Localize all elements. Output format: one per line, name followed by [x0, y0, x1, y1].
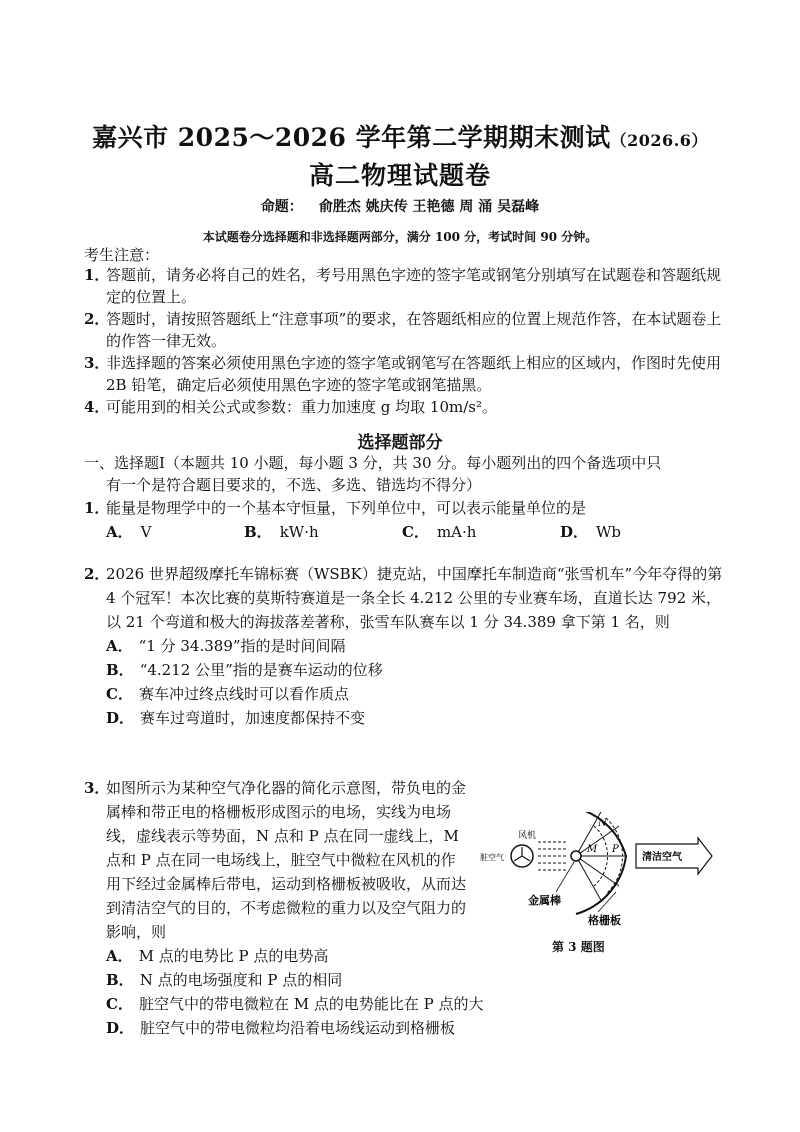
- question-1: [84, 496, 724, 544]
- notice-item-text: 非选择题的答案必须使用黑色字迹的签字笔或钢笔写在答题纸上相应的区域内，作图时先使用 2B 铅笔，确定后必须使用黑色字迹的签字笔或钢笔描黑。: [106, 354, 722, 394]
- option-a: A． M 点的电势比 P 点的电势高: [106, 947, 329, 965]
- authors-line: [0, 196, 800, 216]
- option-c: C． mA·h: [402, 523, 477, 541]
- notice-list: [84, 264, 724, 418]
- option-b: B． N 点的电场强度和 P 点的相同: [106, 971, 343, 989]
- question-text: 如图所示为某种空气净化器的简化示意图，带负电的金属棒和带正电的格栅板形成图示的电场，实线为电场线，虚线表示等势面，N 点和 P 点在同一虚线上，M 点和 P 点在同一电场线上，脏空气中微粒在风机的作用下经过金属棒后带电，运动到格栅板被吸收，从而达到清洁空气的目的，不考虑微粒的重力以及空气阻力的影响，则: [106, 779, 467, 941]
- point-n-label: N: [598, 818, 607, 829]
- dirty-air-label: 脏空气: [480, 853, 504, 862]
- metal-rod: [571, 851, 581, 861]
- question-stem: [84, 496, 724, 520]
- part-instructions-line2: 有一个是符合题目要求的，不选、多选、错选均不得分）: [106, 476, 482, 494]
- option-c: C． 脏空气中的带电微粒在 M 点的电势能比在 P 点的大: [106, 995, 484, 1013]
- part-instructions: [84, 452, 724, 496]
- option-c: C． 赛车冲过终点线时可以看作质点: [106, 685, 349, 703]
- option-d: D． 赛车过弯道时，加速度都保持不变: [106, 709, 366, 727]
- question-text: 2026 世界超级摩托车锦标赛（WSBK）捷克站，中国摩托车制造商“张雪机车”今年夺得的第 4 个冠军！本次比赛的莫斯特赛道是一条全长 4.212 公里的专业赛车场，直道长达 792 米，以 21 个弯道和极大的海拔落差著称，张雪车队赛车以 1 分 34.389 拿下第 1 名，则: [106, 565, 723, 631]
- notice-item: [84, 396, 724, 418]
- question-2: [84, 562, 724, 730]
- question-text: 能量是物理学中的一个基本守恒量，下列单位中，可以表示能量单位的是: [106, 499, 587, 517]
- option-a: A． “1 分 34.389”指的是时间间隔: [106, 637, 346, 655]
- authors-label: 命题：: [260, 199, 303, 215]
- notice-item-number: 1．: [84, 266, 110, 284]
- exam-intro: 本试题卷分选择题和非选择题两部分，满分 100 分，考试时间 90 分钟。: [202, 230, 598, 244]
- fan-label: 风机: [518, 830, 537, 840]
- exam-subtitle: 高二物理试题卷: [308, 161, 491, 190]
- figure-caption: 第 3 题图: [552, 940, 605, 954]
- notice-item-text: 可能用到的相关公式或参数：重力加速度 g 均取 10m/s²。: [106, 398, 497, 416]
- question-number: 2．: [84, 565, 110, 583]
- options-row: [84, 520, 724, 544]
- notice-item: [84, 308, 724, 352]
- notice-item: [84, 264, 724, 308]
- exam-title-main: 嘉兴市 2025～2026 学年第二学期期末测试: [92, 123, 611, 152]
- air-flow-arrows: [538, 842, 568, 870]
- clean-air-label: 清洁空气: [642, 852, 682, 863]
- option-b: B． “4.212 公里”指的是赛车运动的位移: [106, 661, 383, 679]
- question-number: 1．: [84, 499, 110, 517]
- notice-item-number: 2．: [84, 310, 110, 328]
- question-number: 3．: [84, 779, 110, 797]
- notice-item-text: 答题前，请务必将自己的姓名，考号用黑色字迹的签字笔或钢笔分别填写在试题卷和答题纸规定的位置上。: [106, 266, 722, 306]
- notice-item-text: 答题时，请按照答题纸上“注意事项”的要求，在答题纸相应的位置上规范作答，在本试题卷上的作答一律无效。: [106, 310, 722, 350]
- notice-item: [84, 352, 724, 396]
- section-title: 选择题部分: [357, 433, 443, 453]
- exam-title: [0, 118, 800, 154]
- option-d: D． 脏空气中的带电微粒均沿着电场线运动到格栅板: [106, 1019, 456, 1037]
- option-d: D． Wb: [560, 523, 622, 541]
- exam-date: （2026.6）: [610, 131, 708, 150]
- notice-item-number: 3．: [84, 354, 110, 372]
- question-stem: [84, 562, 724, 634]
- question-stem: [84, 776, 466, 944]
- option-a: A． V: [106, 523, 152, 541]
- rod-label: 金属棒: [528, 895, 561, 907]
- part-instructions-line1: 一、选择题Ⅰ（本题共 10 小题，每小题 3 分，共 30 分。每小题列出的四个备选项中只: [84, 454, 662, 472]
- grid-label: 格栅板: [588, 915, 621, 927]
- point-m-label: M: [587, 844, 598, 855]
- option-b: B． kW·h: [244, 523, 319, 541]
- notice-item-number: 4．: [84, 398, 110, 416]
- notice-title: 考生注意：: [84, 246, 160, 264]
- authors-names: 俞胜杰 姚庆传 王艳德 周 涌 吴磊峰: [318, 199, 540, 215]
- point-p-label: P: [612, 844, 619, 855]
